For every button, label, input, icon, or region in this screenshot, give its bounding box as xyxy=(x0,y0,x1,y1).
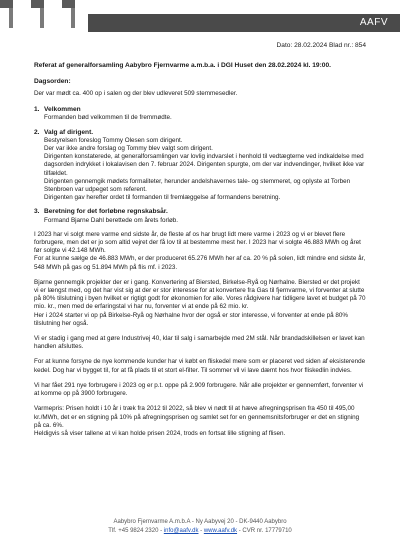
date-and-page: Dato: 28.02.2024 Blad nr.: 854 xyxy=(276,42,366,49)
agenda-item-line: Dirigenten gav herefter ordet til formanden til fremlæggelse af formandens beretning. xyxy=(44,194,281,202)
report-paragraph: Vi har fået 291 nye forbrugere i 2023 og er p.t. oppe på 2.909 forbrugere. Når alle projekter er gennemført, forventer vi at komme op på 3900 forbrugere. xyxy=(34,381,364,398)
report-paragraphs xyxy=(34,231,366,438)
agenda-item-line: Formanden bød velkommen til de fremmødte. xyxy=(44,114,172,122)
agenda-item-line: Dirigenten gennemgik mødets formaliteter, herunder andelshavernes tale- og stemmeret, og oplyste at Torben Stenbroen var udpeget som referent. xyxy=(44,177,351,194)
agenda-item-number: 3. xyxy=(34,208,40,216)
agenda-item-title: Valg af dirigent. xyxy=(44,128,94,136)
agenda-item-body xyxy=(44,106,366,122)
agenda-item xyxy=(34,129,366,203)
agenda-item-title: Velkommen xyxy=(44,106,81,114)
document-title: Referat af generalforsamling Aabybro Fjernvarme a.m.b.a. i DGI Huset den 28.02.2024 kl. 19:00. xyxy=(34,62,331,69)
brand-name: AAFV xyxy=(359,17,388,28)
agenda-item-line: Dirigenten konstaterede, at generalforsamlingen var lovlig indvarslet i henhold til vedtægterne ved indkaldelse med dagsorden indrykket i lokalavisen den 7. februar 2024. Dirigenten spurgte, om der var indvendinger, hvilket ikke var tilfældet. xyxy=(44,153,365,177)
footer-phone: Tlf. +45 9824 2320 xyxy=(108,528,159,534)
report-paragraph: I 2023 har vi solgt mere varme end sidste år, de fleste af os har brugt lidt mere varme i 2023 og vi er blevet flere forbrugere, men det er jo som altid vejret der få lov til at bestemme mest her. I 2023 har vi solgte 46.883 MWh og året før solgte vi 42.148 MWh. For at kunne sælge de 46.883 MWh, er der produceret 65.276 MWh her af ca. 20 % på solen, lidt mindre end sidste år, 548 MWh på gas og 51.894 MWh på flis mf. i 2023. xyxy=(34,230,366,271)
agenda-item xyxy=(34,208,366,224)
footer-email-link[interactable]: info@aafv.dk xyxy=(163,528,199,534)
agenda-item-line: Bestyrelsen foreslog Tommy Olesen som dirigent. xyxy=(44,136,183,144)
footer xyxy=(0,518,400,536)
report-paragraph: Varmepris: Prisen holdt i 10 år i træk fra 2012 til 2022, så blev vi nødt til at hæve afregningsprisen fra 450 til 495,00 kr./MWh, det er en stigning på 10% på afregningsprisen og samlet set for en gennemsnitsforbruger er det en stigning på ca. 6%. Heldigvis så viser tallene at vi kan holde prisen 2024, trods en fortsat lille stigning af flisen. xyxy=(34,405,360,437)
document-page xyxy=(34,42,366,445)
report-paragraph: For at kunne forsyne de nye kommende kunder har vi købt en fliskedel mere som er placeret ved siden af eksisterende kedel. Dog har vi bygget til, for at få plads til et stort el-filter. Til sommer vil vi lave dæmt hos hvor fliskedlin indvies. xyxy=(34,358,366,374)
intro-text: Der var mødt ca. 400 op i salen og der blev udleveret 509 stemmesedler. xyxy=(34,90,238,97)
agenda-item-title: Beretning for det forløbne regnskabsår. xyxy=(44,208,168,216)
report-paragraph: Vi er stadig i gang med at gøre Industrivej 40, klar til salg i samarbejde med 2M stål. Når brandadskillelsen er lavet kan handlen afsluttes. xyxy=(34,335,365,351)
agenda-item-number: 2. xyxy=(34,128,40,136)
footer-address: Aabybro Fjernvarme A.m.b.A - Ny Aabyvej 20 - DK-9440 Aabybro xyxy=(113,519,287,525)
agenda-items xyxy=(34,106,366,225)
agenda-item-body xyxy=(44,208,366,224)
footer-cvr: CVR nr. 17779710 xyxy=(242,528,292,534)
header xyxy=(0,0,400,30)
report-paragraph: Bjarne gennemgik projekter der er i gang. Konvertering af Biersted, Birkelse-Ryå og Nørhalne. Biersted er det projekt vi er længst med, og det har vist sig at der er stor interesse for at konvertere fra Gas til fjernvarme, vi forventer at slutte på 80% tilslutning i byen hvilket er rigtigt godt for økonomien for alle. Vores rådgivere har tidligere lavet et budget på 70 mio. kr., men med de erfaringstal vi har nu, forventer vi at ende på 62 mio. kr. Her i 2024 starter vi op på Birkelse-Ryå og Nørhalne hvor der også er stor interesse, vi forventer at ende på 80% tilslutning her også. xyxy=(34,278,366,327)
agenda-item xyxy=(34,106,366,122)
footer-contact: Tlf. +45 9824 2320 - info@aafv.dk - www.aafv.dk - CVR nr. 17779710 xyxy=(108,528,292,534)
agenda-item-line: Der var ikke andre forslag og Tommy blev valgt som dirigent. xyxy=(44,145,213,153)
agenda-heading: Dagsorden: xyxy=(34,78,71,85)
flags-logo-icon xyxy=(0,0,90,32)
footer-web-link[interactable]: www.aafv.dk xyxy=(203,528,238,534)
brand-bar xyxy=(88,14,400,32)
agenda-item-line: Formand Bjarne Dahl berettede om årets forløb. xyxy=(44,216,179,224)
agenda-item-body xyxy=(44,129,366,203)
agenda-item-number: 1. xyxy=(34,106,40,114)
